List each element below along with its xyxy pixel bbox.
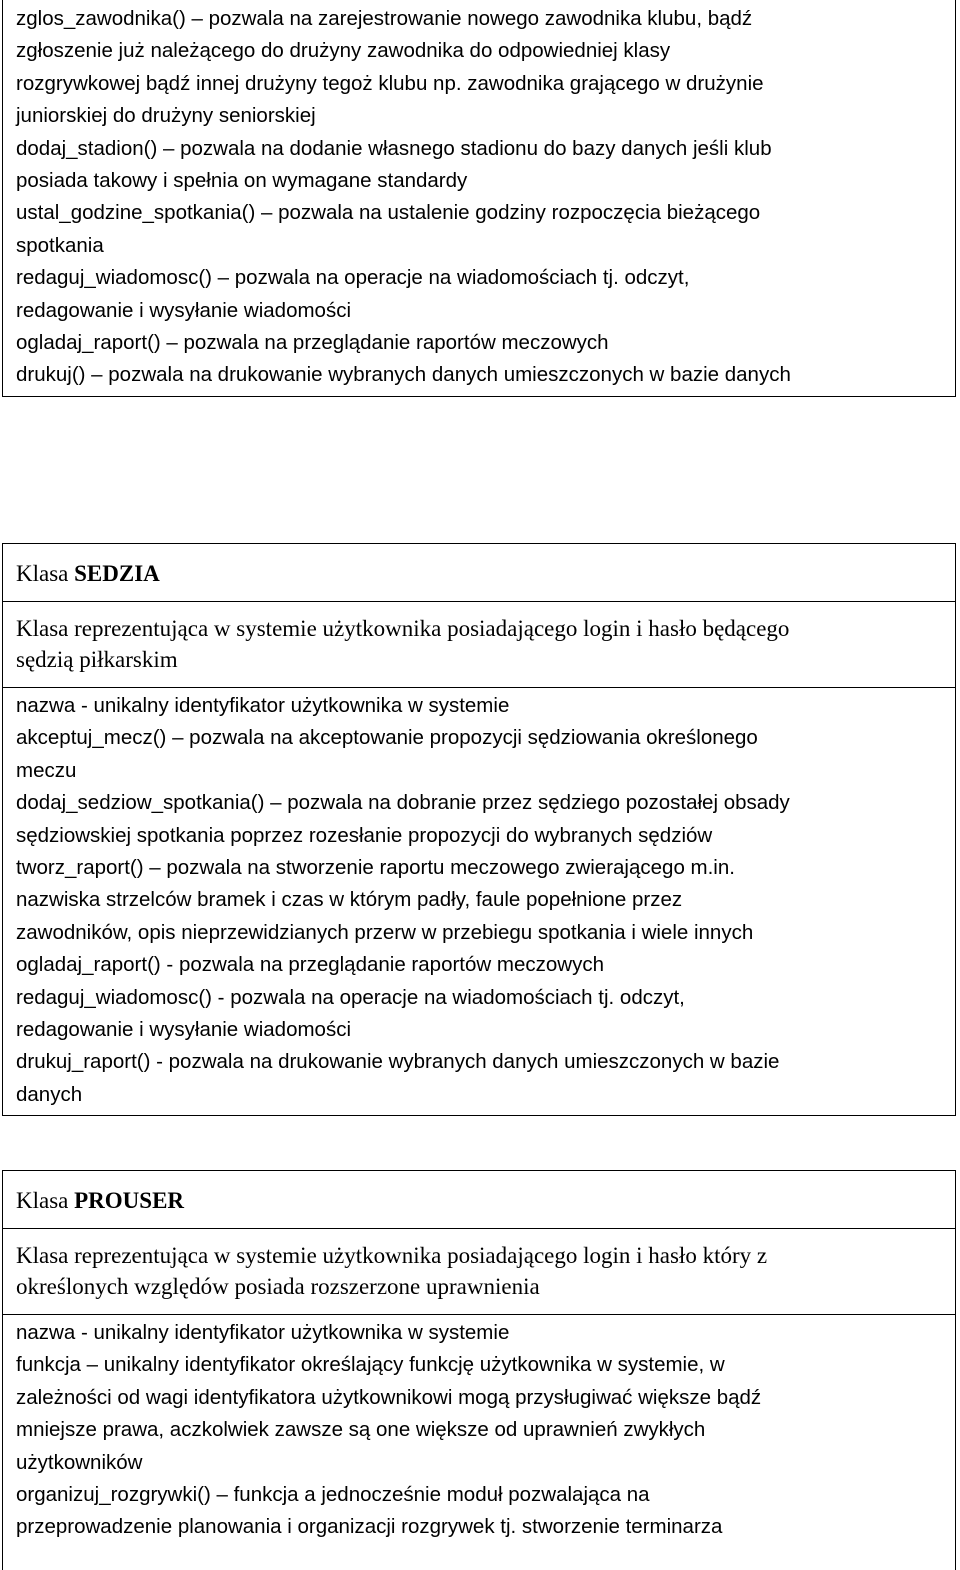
class-prouser-table xyxy=(2,1170,956,1570)
text-line: użytkowników xyxy=(16,1450,143,1474)
text-line: tworz_raport() – pozwala na stworzenie raportu meczowego zwierającego m.in. xyxy=(16,856,735,880)
class-title-prefix: Klasa xyxy=(16,561,69,586)
text-line: nazwiska strzelców bramek i czas w którym padły, faule popełnione przez xyxy=(16,888,683,912)
text-line: ogladaj_raport() – pozwala na przeglądanie raportów meczowych xyxy=(16,331,609,355)
text-line: określonych względów posiada rozszerzone uprawnienia xyxy=(16,1274,540,1299)
text-line: organizuj_rozgrywki() – funkcja a jednocześnie moduł pozwalająca na xyxy=(16,1483,650,1507)
text-line: zglos_zawodnika() – pozwala na zarejestrowanie nowego zawodnika klubu, bądź xyxy=(16,7,753,30)
class-title xyxy=(3,544,955,602)
class-title-name: PROUSER xyxy=(74,1188,185,1213)
class-description xyxy=(3,1229,955,1315)
text-line: juniorskiej do drużyny seniorskiej xyxy=(16,104,316,128)
text-line: drukuj_raport() - pozwala na drukowanie wybranych danych umieszczonych w bazie xyxy=(16,1050,780,1074)
class-title-prefix: Klasa xyxy=(16,1188,69,1213)
class-title-name: SEDZIA xyxy=(74,561,160,586)
class-attributes-methods xyxy=(3,1315,955,1544)
text-line: zgłoszenie już należącego do drużyny zawodnika do odpowiedniej klasy xyxy=(16,39,671,63)
text-line: nazwa - unikalny identyfikator użytkownika w systemie xyxy=(16,1321,510,1344)
text-line: sędzią piłkarskim xyxy=(16,647,178,672)
text-line: drukuj() – pozwala na drukowanie wybranych danych umieszczonych w bazie danych xyxy=(16,363,791,387)
class-title xyxy=(3,1171,955,1229)
text-line: meczu xyxy=(16,758,77,782)
class-attributes-methods xyxy=(3,688,955,1111)
text-line: Klasa reprezentująca w systemie użytkownika posiadającego login i hasło który z xyxy=(16,1243,768,1268)
text-line: dodaj_sedziow_spotkania() – pozwala na dobranie przez sędziego pozostałej obsady xyxy=(16,791,790,815)
text-line: zależności od wagi identyfikatora użytkownikowi mogą przysługiwać większe bądź xyxy=(16,1385,762,1409)
text-line: posiada takowy i spełnia on wymagane standardy xyxy=(16,169,468,193)
text-line: spotkania xyxy=(16,233,104,257)
text-line: zawodników, opis nieprzewidzianych przerw w przebiegu spotkania i wiele innych xyxy=(16,920,754,944)
text-line: rozgrywkowej bądź innej drużyny tegoż klubu np. zawodnika grającego w drużynie xyxy=(16,71,764,95)
class-sedzia-table xyxy=(2,543,956,1116)
text-line: sędziowskiej spotkania poprzez rozesłanie propozycji do wybranych sędziów xyxy=(16,823,713,847)
text-line: akceptuj_mecz() – pozwala na akceptowanie propozycji sędziowania określonego xyxy=(16,726,758,750)
text-line: ogladaj_raport() - pozwala na przeglądanie raportów meczowych xyxy=(16,953,604,977)
text-line: redagowanie i wysyłanie wiadomości xyxy=(16,298,351,322)
text-line: funkcja – unikalny identyfikator określający funkcję użytkownika w systemie, w xyxy=(16,1353,725,1377)
text-line: przeprowadzenie planowania i organizacji rozgrywek tj. stworzenie terminarza xyxy=(16,1515,723,1539)
text-line: redagowanie i wysyłanie wiadomości xyxy=(16,1018,351,1042)
text-line: Klasa reprezentująca w systemie użytkownika posiadającego login i hasło będącego xyxy=(16,616,790,641)
text-line: mniejsze prawa, aczkolwiek zawsze są one większe od uprawnień zwykłych xyxy=(16,1418,706,1442)
text-line: redaguj_wiadomosc() - pozwala na operacje na wiadomościach tj. odczyt, xyxy=(16,985,685,1009)
text-line: dodaj_stadion() – pozwala na dodanie własnego stadionu do bazy danych jeśli klub xyxy=(16,136,772,160)
text-line: redaguj_wiadomosc() – pozwala na operacje na wiadomościach tj. odczyt, xyxy=(16,266,690,290)
methods-cell xyxy=(3,0,955,392)
class-description xyxy=(3,602,955,688)
text-line: ustal_godzine_spotkania() – pozwala na ustalenie godziny rozpoczęcia bieżącego xyxy=(16,201,761,225)
class-methods-table-continued xyxy=(2,0,956,397)
text-line: danych xyxy=(16,1082,83,1106)
text-line: nazwa - unikalny identyfikator użytkownika w systemie xyxy=(16,694,510,717)
